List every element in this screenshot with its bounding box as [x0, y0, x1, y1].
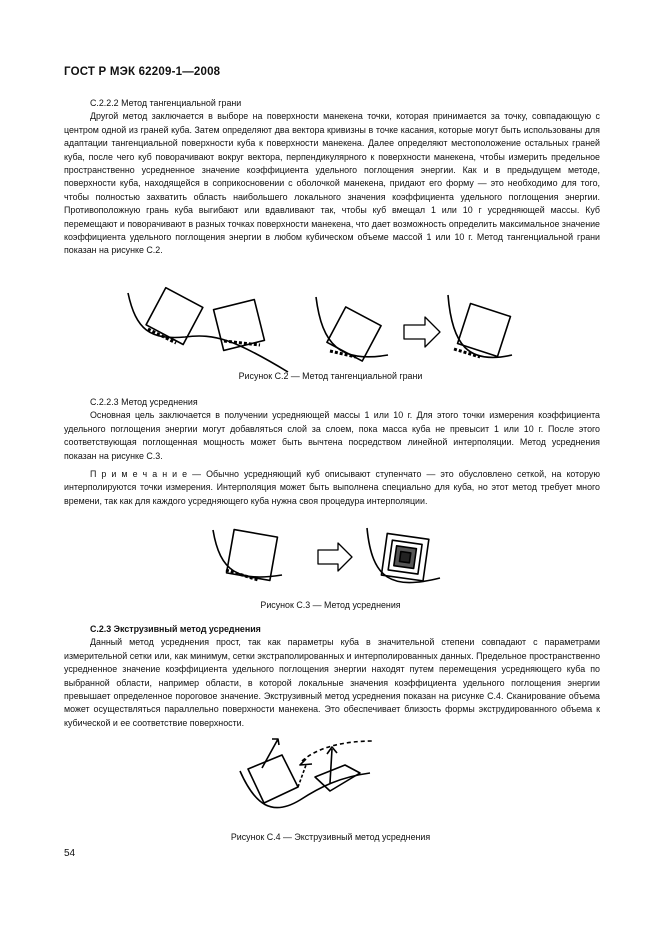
figure-c2 — [0, 285, 661, 375]
section-heading: C.2.3 Экструзивный метод усреднения — [90, 624, 261, 634]
figure-c4 — [0, 735, 661, 815]
figure-c4-caption: Рисунок C.4 — Экструзивный метод усреднения — [230, 832, 431, 842]
section-averaging — [64, 396, 600, 508]
figure-c3-caption: Рисунок C.3 — Метод усреднения — [260, 600, 401, 610]
document-header: ГОСТ Р МЭК 62209-1—2008 — [64, 66, 221, 78]
figure-c2-caption: Рисунок C.2 — Метод тангенциальной грани — [238, 371, 423, 381]
section-paragraph: Другой метод заключается в выборе на поверхности манекена точки, которая принимается за точку, совпадающую с центром одной из граней куба. Затем определяют два вектора кривизны в точке касания, которые могут быть использованы для адаптации тангенциальной поверхности куба к поверхности манекена. Далее определяют местоположение остальных граней куба, после чего куб поворачивают вокруг вектора, перпендикулярного к поверхности манекена, чтобы измерить предельное пространственно усредненное значение коэффициента удельного поглощения энергии. Как и в предыдущем методе, поверхности куба, находящейся в соприкосновении с оболочкой манекена, придают его форму — это необходимо для того, чтобы полностью захватить область наибольшего локального значения коэффициента удельного поглощения энергии. Противоположную грань куба выгибают или вдавливают так, чтобы куб вмещал 1 или 10 г усредняющей массы. Куб перемещают и поворачивают в разных точках поверхности манекена, что дает возможность определить максимальное значение коэффициента удельного поглощения энергии в любом кубическом объеме массой 1 или 10 г. Метод тангенциальной грани показан на рисунке C.2. — [64, 111, 600, 256]
figure-c3 — [0, 520, 661, 590]
note-label: П р и м е ч а н и е — [90, 469, 188, 480]
section-extrusive — [64, 623, 600, 730]
note-text: — Обычно усредняющий куб описывают ступенчато — это обусловлено сеткой, на которую интерполируются точки измерения. Интерполяция может быть выполнена специально для куба, но этот метод требует много времени, так как для каждого усредняющего куба нужна своя процедура интерполяции. — [64, 469, 601, 506]
section-paragraph: Данный метод усреднения прост, так как параметры куба в значительной степени совпадают с параметрами измерительной сетки или, как минимум, сетки экстраполированных и интерполированных данных. Предельное пространственно усредненное значение коэффициента удельного поглощения энергии находят путем перемещения усредняющего куба по выбранной области, например области, в которой локальные значения коэффициента удельного поглощения энергии превышает определенное пороговое значение. Экструзивный метод усреднения показан на рисунке C.4. Сканирование объема может осуществляться параллельно поверхности манекена. Это обеспечивает близость формы экструдированного объема к кубической и ее соответствие поверхности. — [64, 637, 600, 728]
note-paragraph — [64, 468, 600, 508]
section-heading: C.2.2.3 Метод усреднения — [90, 397, 198, 407]
section-paragraph: Основная цель заключается в получении усредняющей массы 1 или 10 г. Для этого точки измерения коэффициента удельного поглощения энергии могут добавляться слой за слоем, пока масса куба не превысит 1 или 10 г. После этого соответствующая поглощенная мощность может быть вычтена посредством линейной интерполяции. Метод усреднения показан на рисунке C.3. — [64, 410, 600, 461]
section-tangential-face — [64, 97, 600, 258]
page-number: 54 — [64, 848, 76, 859]
section-heading: C.2.2.2 Метод тангенциальной грани — [90, 98, 242, 108]
